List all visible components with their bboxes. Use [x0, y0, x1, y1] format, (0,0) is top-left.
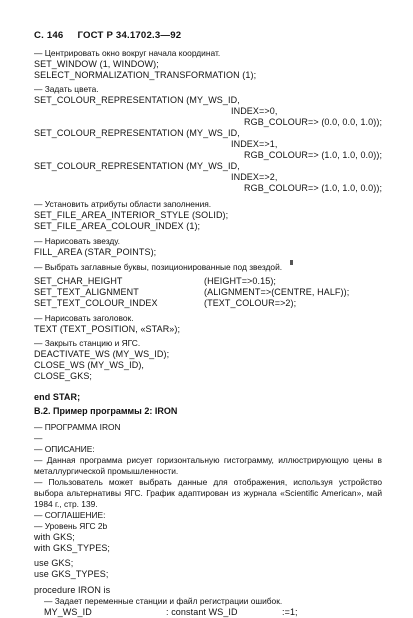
page-number: С. 146 [34, 30, 64, 41]
code-line: SET_TEXT_COLOUR_INDEX [34, 298, 158, 308]
code-line: procedure IRON is [34, 585, 111, 595]
code-comment: — Уровень ЯГС 2b [34, 521, 108, 531]
code-line: RGB_COLOUR=> (1.0, 1.0, 0.0)); [244, 183, 383, 193]
code-line: SET_COLOUR_REPRESENTATION (MY_WS_ID, [34, 128, 240, 138]
code-line: with GKS; [34, 532, 75, 542]
code-line: (HEIGHT=>0.15); [204, 276, 277, 286]
code-comment: — Установить атрибуты области заполнения. [34, 199, 212, 209]
code-line: : constant WS_ID [166, 607, 238, 617]
code-line: RGB_COLOUR=> (0.0, 0.0, 1.0)); [244, 117, 383, 127]
code-line: TEXT (TEXT_POSITION, «STAR»); [34, 324, 181, 334]
description-paragraph: — Данная программа рисует горизонтальную гистограмму, иллюстрирующую цены в металлургической промышленности. [34, 455, 382, 476]
code-line: SELECT_NORMALIZATION_TRANSFORMATION (1); [34, 70, 257, 80]
code-line: SET_COLOUR_REPRESENTATION (MY_WS_ID, [34, 161, 240, 171]
code-comment: — [34, 433, 43, 443]
code-comment: — ОПИСАНИЕ: [34, 444, 95, 454]
code-line: use GKS_TYPES; [34, 569, 109, 579]
code-comment: — ПРОГРАММА IRON [34, 422, 121, 432]
code-line: FILL_AREA (STAR_POINTS); [34, 247, 157, 257]
code-comment: — Нарисовать заголовок. [34, 313, 134, 323]
code-comment: — Выбрать заглавные буквы, позиционированные под звездой. [34, 262, 283, 272]
section-heading: В.2. Пример программы 2: IRON [34, 406, 178, 416]
code-line: SET_COLOUR_REPRESENTATION (MY_WS_ID, [34, 95, 240, 105]
code-line: CLOSE_WS (MY_WS_ID), [34, 360, 145, 370]
code-line: (ALIGNMENT=>(CENTRE, HALF)); [204, 287, 350, 297]
code-line: SET_WINDOW (1, WINDOW); [34, 59, 159, 69]
code-line: SET_FILE_AREA_COLOUR_INDEX (1); [34, 221, 201, 231]
code-line: RGB_COLOUR=> (1.0, 1.0, 0.0)); [244, 150, 383, 160]
print-mark [290, 260, 293, 265]
code-comment: — Центрировать окно вокруг начала координат. [34, 48, 221, 58]
code-line: :=1; [282, 607, 298, 617]
code-line: SET_CHAR_HEIGHT [34, 276, 123, 286]
code-line: INDEX=>0, [231, 106, 278, 116]
code-line: end STAR; [34, 392, 81, 402]
code-comment: — СОГЛАШЕНИЕ: [34, 510, 106, 520]
code-line: DEACTIVATE_WS (MY_WS_ID); [34, 349, 170, 359]
code-comment: — Задать цвета. [34, 84, 99, 94]
code-line: INDEX=>1, [231, 139, 278, 149]
standard-designation: ГОСТ Р 34.1702.3—92 [77, 30, 182, 41]
code-line: CLOSE_GKS; [34, 371, 93, 381]
description-paragraph: — Пользователь может выбрать данные для отображения, используя устройство выбора альтернативы ЯГС. График адаптирован из журнала «Scientific American», май 1984 г., стр. 139. [34, 477, 382, 509]
code-line: SET_TEXT_ALIGNMENT [34, 287, 139, 297]
code-comment: — Нарисовать звезду. [34, 236, 120, 246]
code-comment: — Задает переменные станции и файл регистрации ошибок. [44, 596, 283, 606]
code-line: MY_WS_ID [44, 607, 92, 617]
code-line: (TEXT_COLOUR=>2); [204, 298, 297, 308]
code-line: INDEX=>2, [231, 172, 278, 182]
code-line: use GKS; [34, 558, 74, 568]
page-header [34, 30, 181, 41]
code-line: SET_FILE_AREA_INTERIOR_STYLE (SOLID); [34, 210, 229, 220]
code-line: with GKS_TYPES; [34, 543, 111, 553]
code-comment: — Закрыть станцию и ЯГС. [34, 338, 141, 348]
